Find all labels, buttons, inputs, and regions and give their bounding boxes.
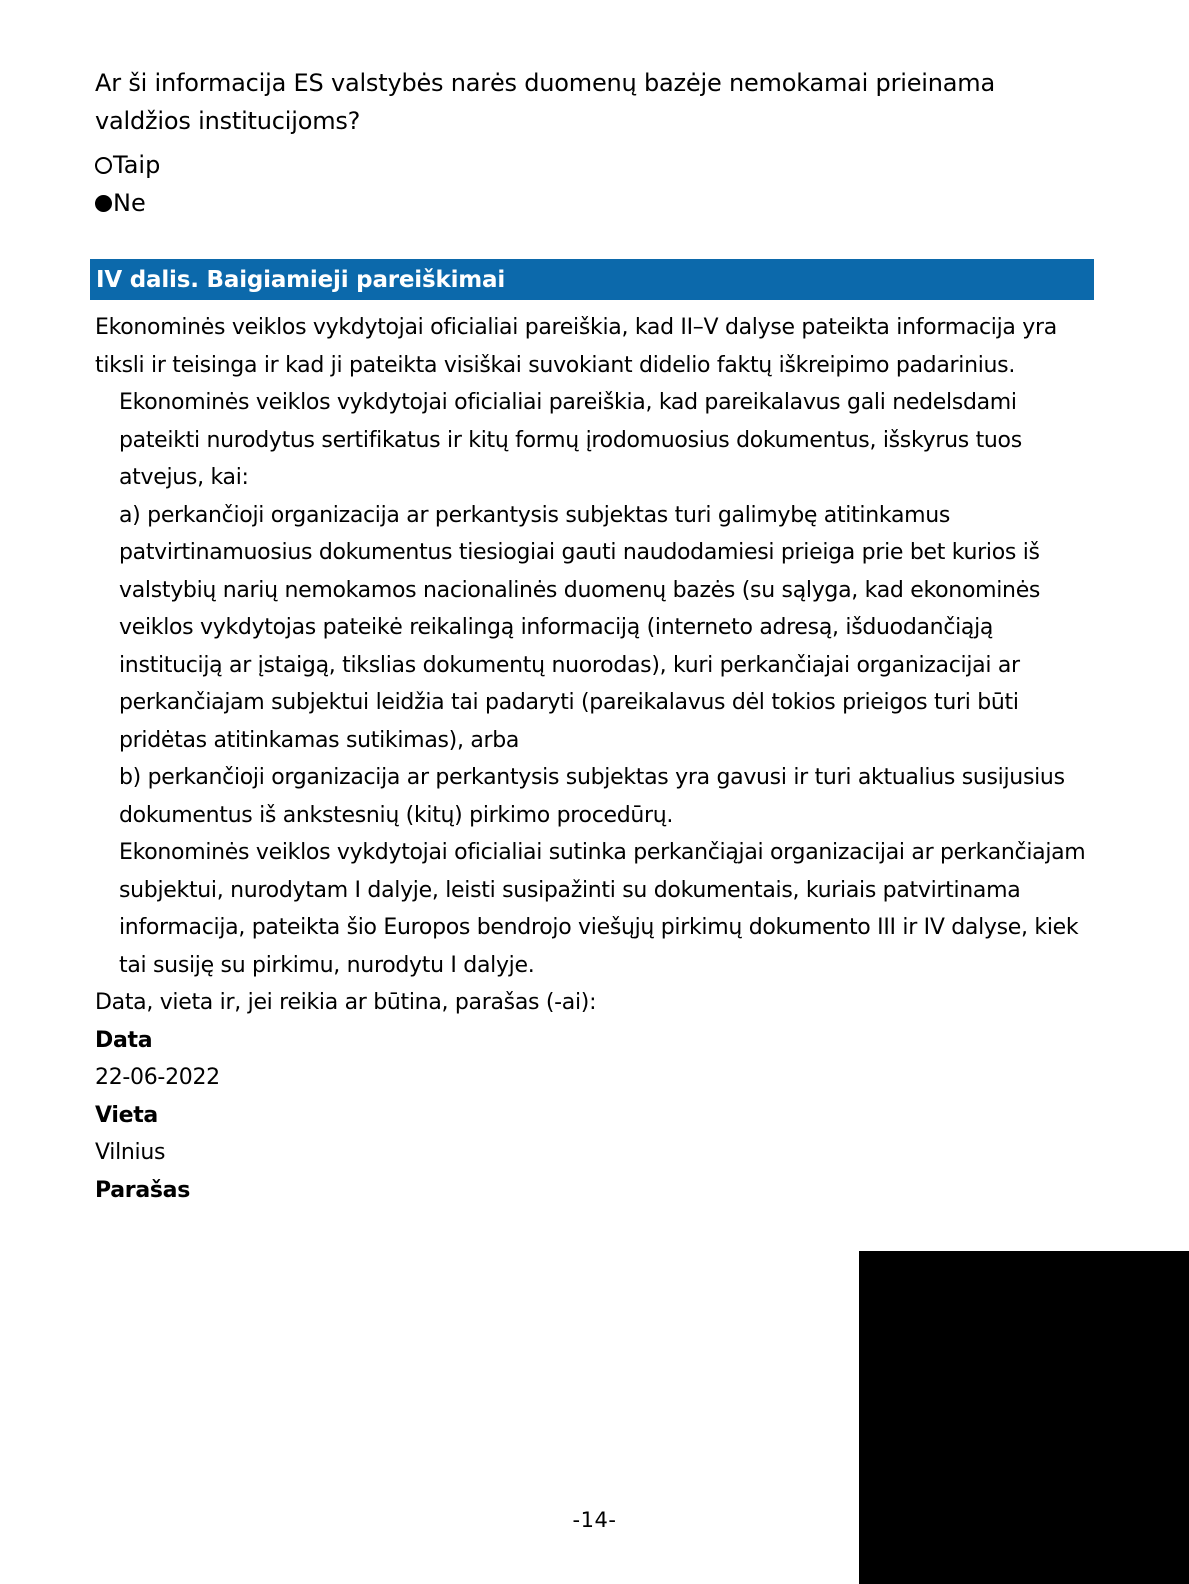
page-content [95, 0, 1090, 1209]
signature-redacted-image [859, 1251, 1189, 1584]
paragraph-item-b: b) perkančioji organizacija ar perkantysis subjektas yra gavusi ir turi aktualius susijusius dokumentus iš ankstesnių (kitų) pirkimo procedūrų. [119, 765, 1065, 828]
paragraph-item-a: a) perkančioji organizacija ar perkantysis subjektas turi galimybę atitinkamus patvirtinamuosius dokumentus tiesiogiai gauti naudodamiesi prieiga prie bet kurios iš valstybių narių nemokamos nacionalinės duomenų bazės (su sąlyga, kad ekonominės veiklos vykdytojas pateikė reikalingą informaciją (interneto adresą, išduodančiąją instituciją ar įstaigą, tikslias dokumentų nuorodas), kuri perkančiajai organizacijai ar perkančiajam subjektui leidžia tai padaryti (pareikalavus dėl tokios prieigos turi būti pridėtas atitinkamas sutikimas), arba [119, 502, 1041, 753]
signature-intro: Data, vieta ir, jei reikia ar būtina, parašas (-ai): [95, 990, 597, 1015]
date-label: Data [95, 1027, 153, 1053]
radio-selected-icon[interactable] [95, 195, 112, 212]
radio-unselected-icon[interactable] [95, 157, 112, 174]
place-value: Vilnius [95, 1140, 166, 1165]
radio-option-label: Taip [113, 151, 161, 179]
radio-option-label: Ne [113, 189, 146, 217]
signature-label: Parašas [95, 1177, 191, 1203]
page-number: -14- [572, 1508, 617, 1532]
question-text: Ar ši informacija ES valstybės narės duomenų bazėje nemokamai prieinama valdžios institucijoms? [95, 69, 995, 135]
question-options [95, 146, 1090, 222]
section-body [95, 309, 1090, 1209]
paragraph-declaration: Ekonominės veiklos vykdytojai oficialiai pareiškia, kad II–V dalyse pateikta informacija yra tiksli ir teisinga ir kad ji pateikta visiškai suvokiant didelio faktų iškreipimo padarinius. [95, 315, 1057, 378]
radio-option-taip[interactable] [95, 146, 1090, 184]
place-label: Vieta [95, 1102, 158, 1128]
paragraph-consent: Ekonominės veiklos vykdytojai oficialiai sutinka perkančiąjai organizacijai ar perkančiajam subjektui, nurodytam I dalyje, leisti susipažinti su dokumentais, kuriais patvirtinama informacija, pateikta šio Europos bendrojo viešųjų pirkimų dokumento III ir IV dalyse, kiek tai susiję su pirkimu, nurodytu I dalyje. [119, 840, 1086, 978]
section-header [90, 259, 1094, 300]
date-value: 22-06-2022 [95, 1065, 220, 1090]
radio-option-ne[interactable] [95, 184, 1090, 222]
paragraph-certificates: Ekonominės veiklos vykdytojai oficialiai pareiškia, kad pareikalavus gali nedelsdami pateikti nurodytus sertifikatus ir kitų formų įrodomuosius dokumentus, išskyrus tuos atvejus, kai: [119, 390, 1022, 490]
section-title: IV dalis. Baigiamieji pareiškimai [96, 266, 506, 293]
